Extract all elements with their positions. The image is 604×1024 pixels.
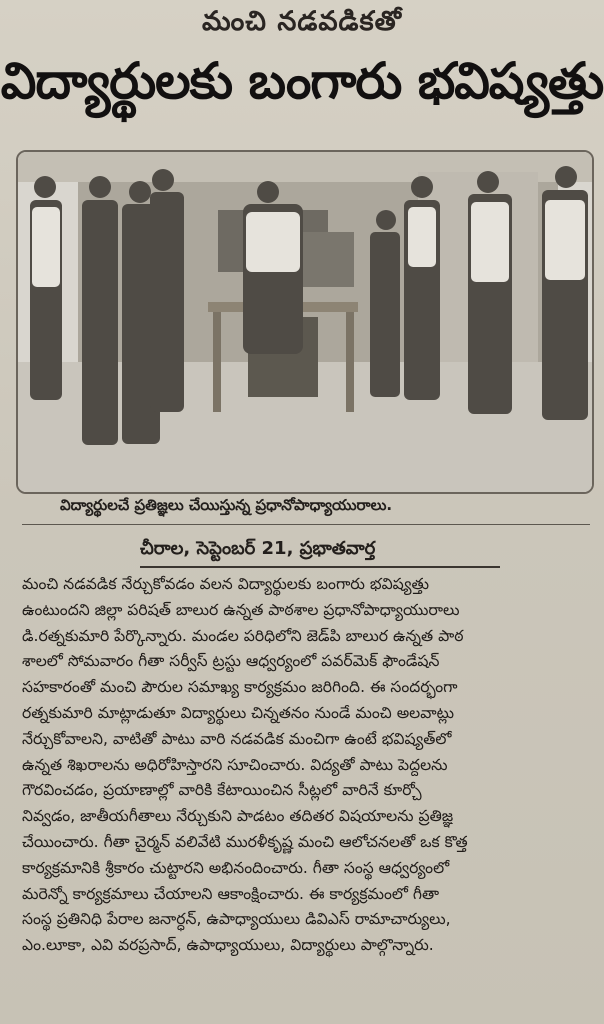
- article-line: ఎం.లూకా, ఎవి వరప్రసాద్, ఉపాధ్యాయులు, విద్యార్థులు పాల్గొన్నారు.: [22, 936, 434, 955]
- article-line: మంచి నడవడిక నేర్చుకోవడం వలన విద్యార్థులకు బంగారు భవిష్యత్తు: [22, 575, 430, 593]
- article-body: [22, 572, 588, 1020]
- article-line: ఉన్నత శిఖరాలను అధిరోహిస్తారని సూచించారు. విద్యతో పాటు పెద్దలను: [22, 755, 448, 774]
- news-photo: [16, 150, 594, 494]
- photo-caption: విద్యార్థులచే ప్రతిజ్ఞలు చేయిస్తున్న ప్రధానోపాధ్యాయురాలు.: [60, 496, 393, 514]
- article-line: గౌరవించడం, ప్రయాణాల్లో వారికి కేటాయించిన సీట్లలో వారినే కూర్చో: [22, 781, 422, 800]
- article-line: చేయించారు. గీతా చైర్మన్ వలివేటి మురళీకృష్ణ మంచి ఆలోచనలతో ఒక కొత్త: [22, 832, 468, 851]
- article-line: మరెన్నో కార్యక్రమాలు చేయాలని ఆకాంక్షించారు. ఈ కార్యక్రమంలో గీతా: [22, 884, 440, 903]
- article-line: రత్నకుమారి మాట్లాడుతూ విద్యార్థులు చిన్నతనం నుండే మంచి అలవాట్లు: [22, 703, 454, 722]
- article-line: డి.రత్నకుమారి పేర్కొన్నారు. మండల పరిధిలోని జెడ్‌పి బాలుర ఉన్నత పాఠ: [22, 626, 464, 645]
- main-headline: విద్యార్థులకు బంగారు భవిష్యత్తు: [0, 52, 604, 110]
- article-line: నేర్చుకోవాలని, వాటితో పాటు వారి నడవడిక మంచిగా ఉంటే భవిష్యత్‌లో: [22, 729, 452, 748]
- kicker-headline: మంచి నడవడికతో: [202, 6, 402, 37]
- group-photo-icon: [18, 152, 592, 492]
- article-line: నివ్వడం, జాతీయగీతాలు నేర్చుకుని పాడటం తదితర విషయాలను ప్రతిజ్ఞ: [22, 807, 454, 826]
- article-line: సంస్థ ప్రతినిధి పేరాల జనార్ధన్, ఉపాధ్యాయులు డివిఎస్ రామాచార్యులు,: [22, 910, 451, 929]
- article-line: శాలలో సోమవారం గీతా సర్వీస్ ట్రస్టు ఆధ్వర్యంలో పవర్‌మెక్ ఫౌండేషన్: [22, 652, 440, 671]
- article-line: ఉంటుందని జిల్లా పరిషత్ బాలుర ఉన్నత పాఠశాల ప్రధానోపాధ్యాయురాలు: [22, 600, 460, 619]
- article-line: కార్యక్రమానికి శ్రీకారం చుట్టారని అభినందించారు. గీతా సంస్థ ఆధ్వర్యంలో: [22, 858, 450, 877]
- article-line: సహకారంతో మంచి పౌరుల సమాఖ్య కార్యక్రమం జరిగింది. ఈ సందర్భంగా: [22, 678, 458, 697]
- dateline: చీరాల, సెప్టెంబర్ 21, ప్రభాతవార్త: [140, 538, 500, 568]
- divider: [22, 524, 590, 525]
